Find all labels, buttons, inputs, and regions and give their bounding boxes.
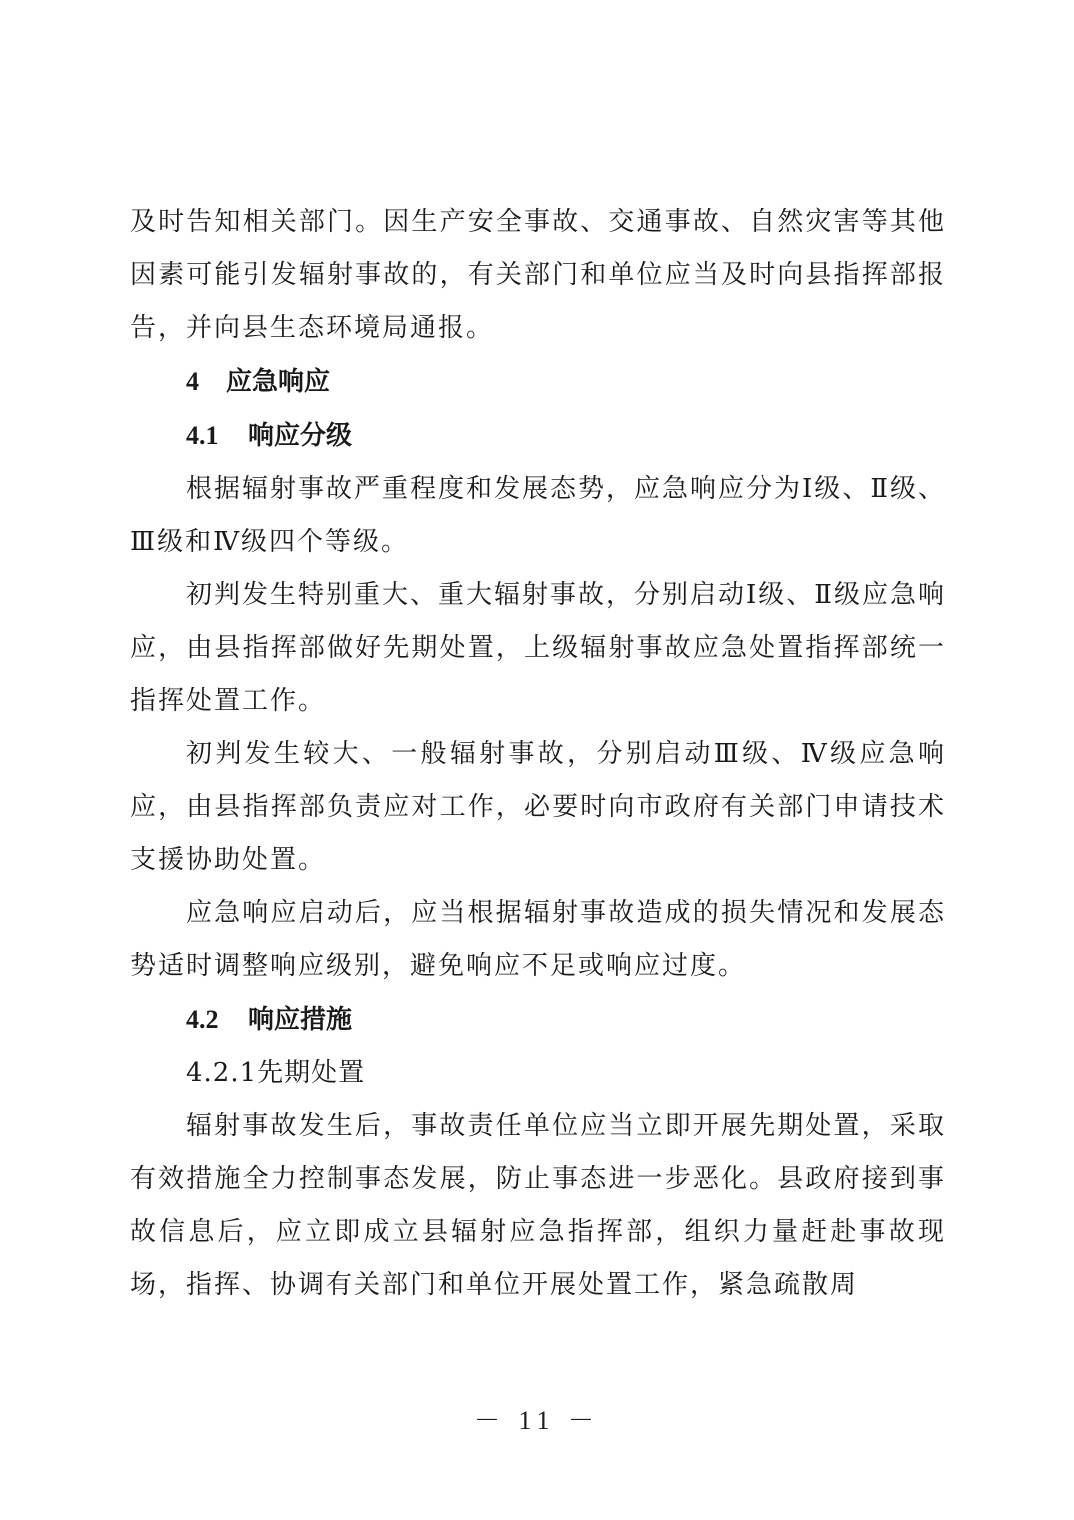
subsection-heading-4-2-1 <box>130 1047 946 1100</box>
section-number: 4.2 <box>186 1005 219 1034</box>
section-title: 响应措施 <box>248 1005 353 1035</box>
section-heading-4-1 <box>130 409 946 463</box>
paragraph-adjust-level: 应急响应启动后，应当根据辐射事故造成的损失情况和发展态势适时调整响应级别，避免响应不足或响应过度。 <box>130 898 946 981</box>
paragraph-response-levels: 根据辐射事故严重程度和发展态势，应急响应分为Ⅰ级、Ⅱ级、Ⅲ级和Ⅳ级四个等级。 <box>130 474 946 557</box>
subsection-number: 4.2.1 <box>186 1058 258 1088</box>
section-title: 响应分级 <box>248 421 353 451</box>
page-body <box>130 196 946 1312</box>
paragraph-continued: 及时告知相关部门。因生产安全事故、交通事故、自然灾害等其他因素可能引发辐射事故的，有关部门和单位应当及时向县指挥部报告，并向县生态环境局通报。 <box>130 207 946 343</box>
paragraph-initial-response: 辐射事故发生后，事故责任单位应当立即开展先期处置，采取有效措施全力控制事态发展，防止事态进一步恶化。县政府接到事故信息后，应立即成立县辐射应急指挥部，组织力量赶赴事故现场，指挥、协调有关部门和单位开展处置工作，紧急疏散周 <box>130 1111 946 1300</box>
section-title: 应急响应 <box>226 367 331 397</box>
paragraph-major-accidents: 初判发生特别重大、重大辐射事故，分别启动Ⅰ级、Ⅱ级应急响应，由县指挥部做好先期处置，上级辐射事故应急处置指挥部统一指挥处置工作。 <box>130 580 946 716</box>
section-number: 4.1 <box>186 421 219 450</box>
page-number: － 11 － <box>473 1406 601 1435</box>
section-number: 4 <box>186 367 199 396</box>
section-heading-4 <box>130 355 946 409</box>
subsection-title: 先期处置 <box>257 1058 366 1088</box>
paragraph-general-accidents: 初判发生较大、一般辐射事故，分别启动Ⅲ级、Ⅳ级应急响应，由县指挥部负责应对工作，必要时向市政府有关部门申请技术支援协助处置。 <box>130 739 946 875</box>
section-heading-4-2 <box>130 993 946 1047</box>
